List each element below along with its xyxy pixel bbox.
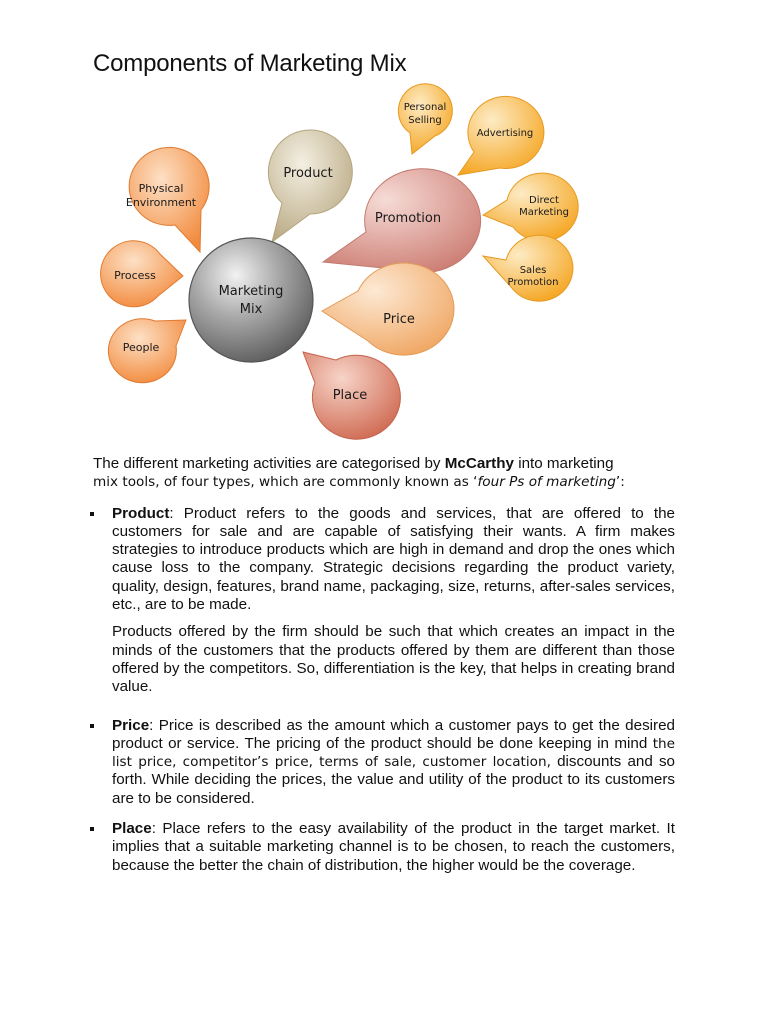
intro-four-ps: four Ps of marketing xyxy=(477,474,616,491)
price-text-c: discounts and so forth. While deciding the prices, the value and utility of the product to its customers are to be considered. xyxy=(112,753,676,807)
people-bubble-label: People xyxy=(122,341,160,354)
marketing-mix-center xyxy=(189,238,313,362)
intro-text-2: into marketing xyxy=(513,455,614,472)
product-term: Product xyxy=(112,504,170,522)
people-bubble xyxy=(108,319,186,383)
price-term: Price xyxy=(112,716,150,734)
list-item-product xyxy=(93,505,675,697)
direct-marketing-line1: Direct xyxy=(529,195,559,206)
place-bubble xyxy=(303,352,400,439)
physical-environment-line2: Environment xyxy=(125,196,197,209)
intro-paragraph xyxy=(93,455,675,492)
price-paragraph xyxy=(112,717,675,808)
page-title: Components of Marketing Mix xyxy=(93,50,407,77)
price-text-a: : Price is described as the amount which a customer pays to get the desired product or service. The pricing of the product should be done keeping in mind xyxy=(112,716,675,752)
center-label-line2: Mix xyxy=(239,302,263,317)
list-item-price xyxy=(93,717,675,808)
personal-selling-line2: Selling xyxy=(408,115,442,126)
process-bubble-label: Process xyxy=(114,269,156,282)
product-paragraph-2: Products offered by the firm should be such that which creates an impact in the minds of the customers that the products offered by them are different than those offered by the competitors. So, differentiation is the key, that helps in creating brand value. xyxy=(112,623,675,696)
intro-text-3: mix tools, of four types, which are commonly known as ‘ xyxy=(93,474,478,491)
product-paragraph xyxy=(112,505,675,615)
price-bubble-label: Price xyxy=(383,312,415,327)
sales-promotion-line1: Sales xyxy=(519,265,547,276)
center-label-line1: Marketing xyxy=(218,284,284,299)
physical-environment-line1: Physical xyxy=(138,182,184,195)
physical-environment-bubble xyxy=(126,147,209,252)
sales-promotion-bubble xyxy=(483,235,573,301)
intro-mccarthy: McCarthy xyxy=(444,455,514,472)
document-body xyxy=(93,455,675,887)
sales-promotion-line2: Promotion xyxy=(507,277,559,288)
product-text: : Product refers to the goods and services, that are offered to the customers for sale and are capable of satisfying their wants. A firm makes strategies to introduce products which are high in demand and drop the ones which cause loss to the company. Strategic decisions regarding the product variety, quality, design, features, brand name, packaging, size, returns, after-sales services, etc., are to be made. xyxy=(112,504,675,614)
process-bubble xyxy=(101,241,183,307)
place-paragraph xyxy=(112,820,675,875)
price-bubble xyxy=(322,263,454,355)
list-item-place xyxy=(93,820,675,875)
intro-text-1: The different marketing activities are categorised by xyxy=(93,455,445,472)
place-text: : Place refers to the easy availability of the product in the target market. It implies that a suitable marketing channel is to be chosen, to reach the customers, because the better the chain of distribution, the higher would be the coverage. xyxy=(112,820,675,874)
personal-selling-bubble xyxy=(398,84,452,154)
intro-text-4: ’: xyxy=(615,474,625,491)
marketing-mix-diagram xyxy=(0,0,768,450)
promotion-bubble-label: Promotion xyxy=(374,211,442,226)
product-bubble-label: Product xyxy=(283,166,333,181)
four-ps-list xyxy=(93,505,675,875)
advertising-bubble xyxy=(458,96,544,175)
price-text-b: the list price, competitor’s price, terms of sale, customer location, xyxy=(112,735,675,771)
place-term: Place xyxy=(112,820,152,838)
personal-selling-line1: Personal xyxy=(403,102,447,113)
direct-marketing-line2: Marketing xyxy=(519,207,569,218)
direct-marketing-bubble xyxy=(483,173,578,241)
advertising-bubble-label: Advertising xyxy=(476,128,534,139)
place-bubble-label: Place xyxy=(332,388,368,403)
product-bubble xyxy=(268,130,352,242)
